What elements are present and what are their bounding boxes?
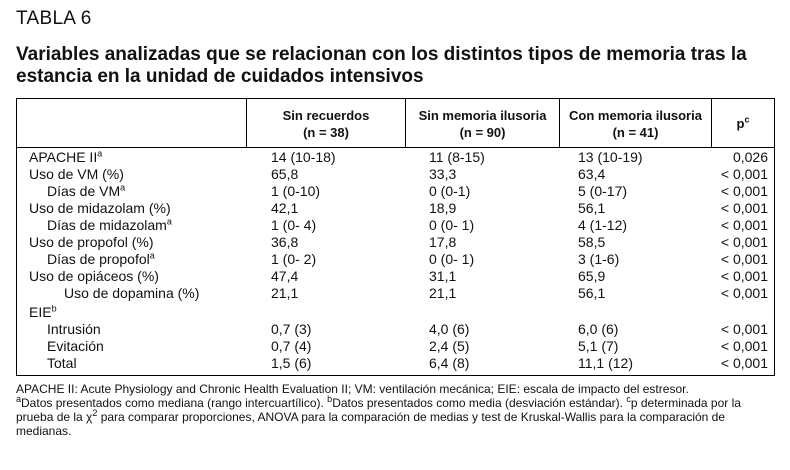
table-row [17,149,774,166]
value-p: < 0,001 [720,285,768,301]
row-label [47,183,125,200]
row-label [29,166,124,183]
table-row [17,338,774,355]
value-con-memoria-ilusoria: 3 (1-6) [578,251,620,267]
table-row [17,166,774,183]
footnote-abbreviations [16,382,776,396]
value-con-memoria-ilusoria: 63,4 [578,166,606,182]
row-label-text: Evitación [47,338,104,354]
column-header-sin-recuerdos [247,107,405,141]
value-sin-recuerdos: 1 (0- 4) [271,217,317,233]
row-label [29,234,154,251]
table-row [17,234,774,251]
data-table [16,98,775,376]
value-con-memoria-ilusoria: 6,0 (6) [578,321,619,337]
value-con-memoria-ilusoria: 11,1 (12) [578,355,633,371]
column-header-p-sup: c [744,114,750,125]
column-header-n: (n = 41) [612,125,659,140]
table-row [17,268,774,285]
table-row [17,251,774,268]
row-label-sup: a [120,182,126,193]
value-sin-memoria-ilusoria: 2,4 (5) [429,338,470,354]
value-con-memoria-ilusoria: 13 (10-19) [578,149,643,165]
value-sin-recuerdos: 1,5 (6) [271,355,312,371]
table-row [17,304,774,321]
footnote-notes [16,396,776,438]
value-p: < 0,001 [720,321,768,337]
value-sin-recuerdos: 0,7 (3) [271,321,312,337]
row-label [47,355,77,372]
row-label [47,217,172,234]
column-header-con-memoria-ilusoria [560,107,711,141]
column-header-p [712,115,774,132]
value-p: < 0,001 [720,217,768,233]
value-sin-recuerdos: 1 (0-10) [271,183,321,199]
value-sin-memoria-ilusoria: 21,1 [429,285,457,301]
row-label [47,251,155,268]
value-sin-memoria-ilusoria: 31,1 [429,268,457,284]
value-con-memoria-ilusoria: 56,1 [578,285,606,301]
value-sin-memoria-ilusoria: 0 (0-1) [429,183,471,199]
value-sin-memoria-ilusoria: 0 (0- 1) [429,217,475,233]
row-label-text: APACHE II [29,149,98,165]
row-label-text: EIE [29,304,52,320]
table-row [17,217,774,234]
table-row [17,285,774,302]
value-p: < 0,001 [720,166,768,182]
value-sin-memoria-ilusoria: 4,0 (6) [429,321,470,337]
row-label-sup: a [97,148,103,159]
column-header-n: (n = 90) [459,125,506,140]
value-con-memoria-ilusoria: 5,1 (7) [578,338,619,354]
row-label-text: Días de midazolam [47,217,167,233]
row-label-text: Uso de midazolam (%) [29,200,171,216]
table-title: Variables analizadas que se relacionan con los distintos tipos de memoria tras la estancia en la unidad de cuidados intensivos [16,44,747,87]
table-footnotes [16,382,776,438]
row-label-text: Total [47,355,77,371]
column-header-name: Con memoria ilusoria [569,108,702,123]
footnote-abbreviations-text: APACHE II: Acute Physiology and Chronic Health Evaluation II; VM: ventilación mecánica; EIE: escala de impacto del estresor. [16,382,689,396]
table-row [17,183,774,200]
table-row [17,355,774,372]
value-con-memoria-ilusoria: 65,9 [578,268,606,284]
row-label-text: Uso de propofol (%) [29,234,154,250]
value-sin-recuerdos: 21,1 [271,285,299,301]
value-con-memoria-ilusoria: 56,1 [578,200,606,216]
table-label: TABLA 6 [16,8,92,29]
value-p: < 0,001 [720,338,768,354]
value-p: < 0,001 [720,251,768,267]
value-sin-memoria-ilusoria: 17,8 [429,234,457,250]
value-sin-memoria-ilusoria: 11 (8-15) [429,149,485,165]
column-header-name: Sin recuerdos [282,108,370,123]
row-label-text: Uso de VM (%) [29,166,124,182]
footnote-a-text: Datos presentados como mediana (rango intercuartílico). [21,396,328,410]
column-header-n: (n = 38) [303,125,349,140]
value-con-memoria-ilusoria: 4 (1-12) [578,217,628,233]
value-con-memoria-ilusoria: 58,5 [578,234,606,250]
column-header-name: Sin memoria ilusoria [418,108,547,123]
row-label [64,285,199,302]
value-sin-recuerdos: 47,4 [271,268,299,284]
column-header-p-label: p [736,116,745,131]
table-row [17,321,774,338]
row-label-text: Días de propofol [47,251,150,267]
footnote-c-mark: c [626,394,631,404]
row-label [47,338,104,355]
row-label-sup: a [149,250,155,261]
row-label [29,304,57,321]
value-p: < 0,001 [720,268,768,284]
value-sin-memoria-ilusoria: 6,4 (8) [429,355,470,371]
value-p: < 0,001 [720,355,768,371]
row-label-text: Intrusión [47,321,101,337]
value-p: < 0,001 [720,200,768,216]
footnote-a-mark: a [16,394,22,404]
value-sin-memoria-ilusoria: 0 (0- 1) [429,251,475,267]
value-sin-memoria-ilusoria: 33,3 [429,166,457,182]
footnote-b-text: Datos presentados como media (desviación estándar). [332,396,627,410]
column-header-sin-memoria-ilusoria [406,107,559,141]
value-p: < 0,001 [720,234,768,250]
value-p: 0,026 [732,149,768,165]
row-label-sup: a [166,216,172,227]
row-label [47,321,101,338]
row-label-text: Uso de dopamina (%) [64,285,200,301]
value-sin-memoria-ilusoria: 18,9 [429,200,457,216]
value-con-memoria-ilusoria: 5 (0-17) [578,183,628,199]
value-p: < 0,001 [720,183,768,199]
footnote-c-text: p determinada por la prueba de la χ [16,396,741,424]
value-sin-recuerdos: 65,8 [271,166,299,182]
row-label [29,268,159,285]
value-sin-recuerdos: 42,1 [271,200,299,216]
row-label-sup: b [51,303,57,314]
footnote-c-chi-sup: 2 [92,408,98,418]
value-sin-recuerdos: 1 (0- 2) [271,251,317,267]
row-label-text: Días de VM [47,183,121,199]
value-sin-recuerdos: 0,7 (4) [271,338,312,354]
footnote-c-text-end: para comparar proporciones, ANOVA para la comparación de medias y test de Kruskal-Wallis para la comparación de medianas. [16,410,726,438]
value-sin-recuerdos: 14 (10-18) [271,149,336,165]
table-header [17,99,774,148]
row-label [29,149,102,166]
footnote-b-mark: b [327,394,333,404]
row-label [29,200,171,217]
row-label-text: Uso de opiáceos (%) [29,268,159,284]
table-row [17,200,774,217]
value-sin-recuerdos: 36,8 [271,234,299,250]
